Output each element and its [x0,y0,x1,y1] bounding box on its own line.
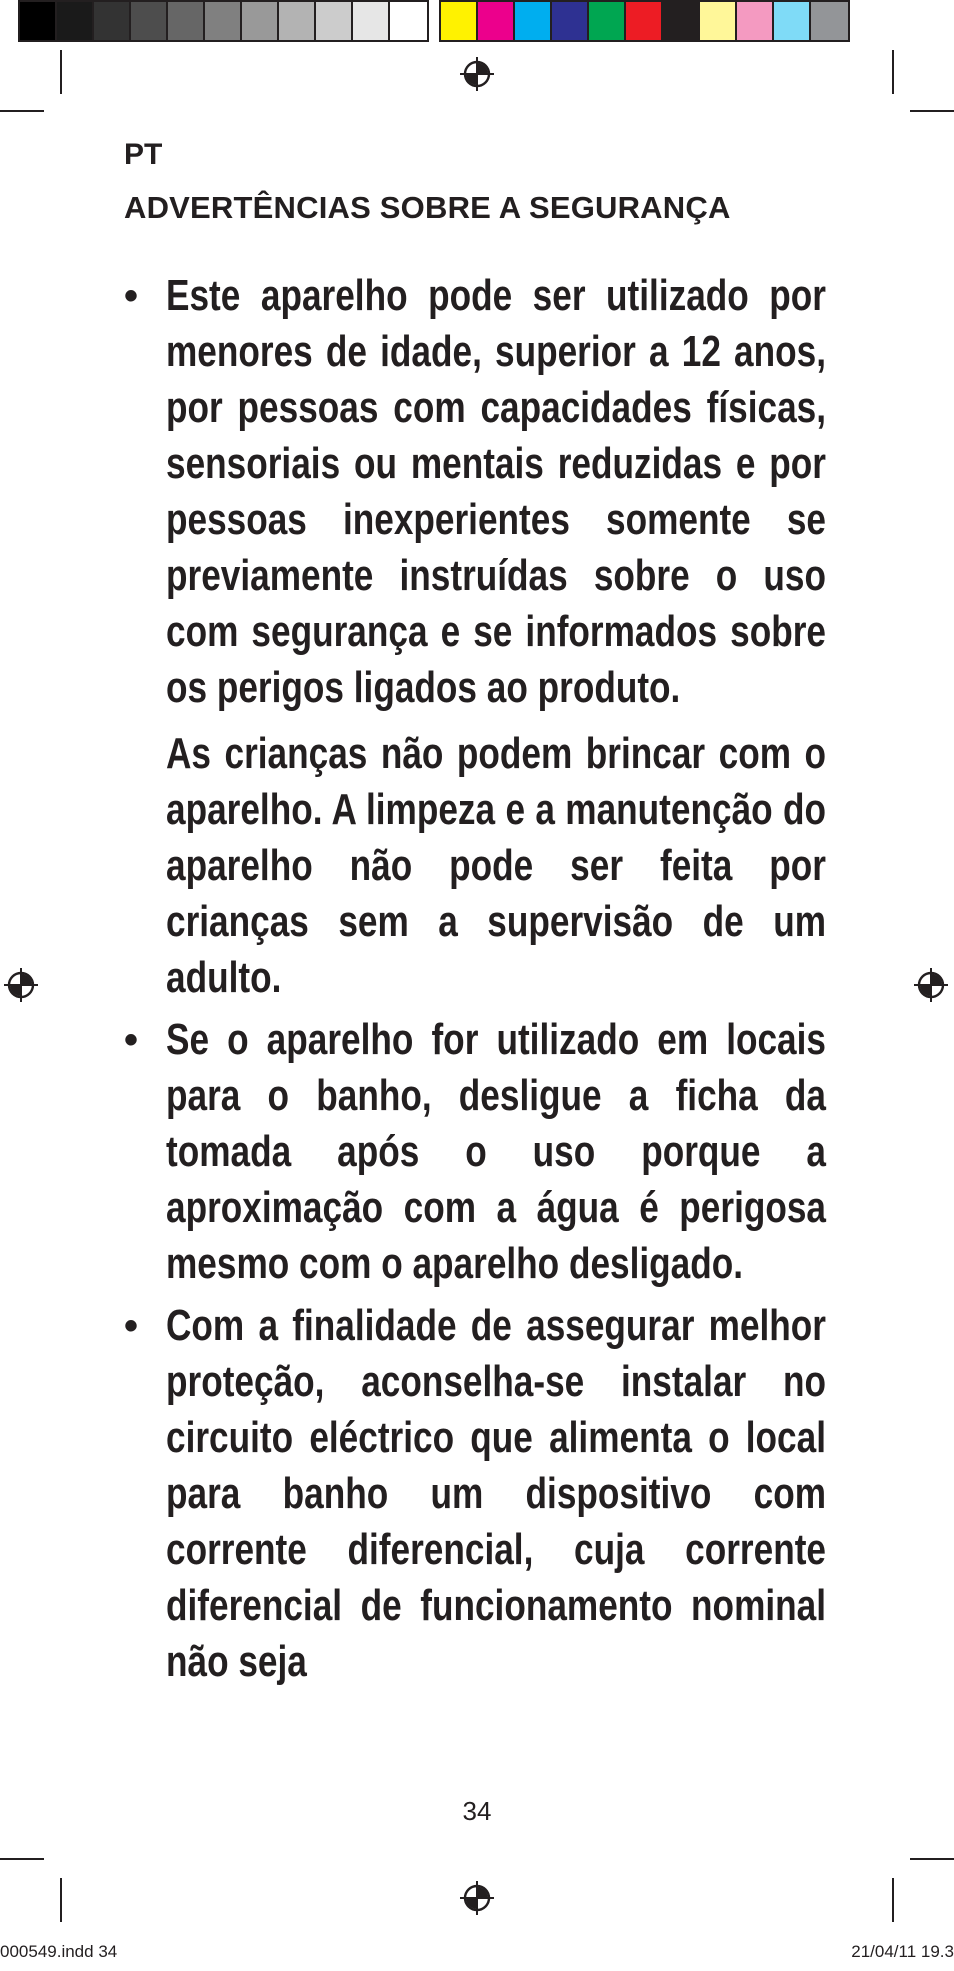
warning-paragraph: Se o aparelho for utilizado em locais para o banho, desligue a ficha da tomada após o uso porque a aproximação com a água é perigosa mesmo com o aparelho desligado. [166,1015,826,1288]
registration-mark-icon [460,1881,494,1915]
color-swatch [589,2,626,40]
process-color-swatches [439,0,850,42]
bullet-point: • [124,1304,139,1348]
color-swatch [626,2,663,40]
file-slug: 000549.indd 34 [0,1942,118,1961]
crop-mark [910,1858,954,1860]
color-swatch [515,2,552,40]
color-swatch [242,2,279,40]
warning-paragraph: Este aparelho pode ser utilizado por menores de idade, superior a 12 anos, por pessoas com capacidades físicas, sensoriais ou mentais reduzidas e por pessoas inexperientes somente se previamente instruídas sobre o uso com segurança e se informados sobre os perigos ligados ao produto. [166,271,826,712]
language-code: PT [124,138,163,171]
color-swatch [774,2,811,40]
color-swatch [20,2,57,40]
crop-mark [0,1858,44,1860]
color-swatch [811,2,848,40]
bullet-point: • [124,274,139,318]
color-swatch [441,2,478,40]
bullet-point: • [124,1018,139,1062]
grayscale-swatches [18,0,429,42]
section-title: ADVERTÊNCIAS SOBRE A SEGURANÇA [124,190,731,225]
color-swatch [478,2,515,40]
color-swatch [94,2,131,40]
color-swatch [168,2,205,40]
color-calibration-bar [18,0,850,42]
crop-mark [892,1878,894,1922]
color-swatch [552,2,589,40]
color-swatch [663,2,700,40]
color-swatch [700,2,737,40]
color-swatch [279,2,316,40]
color-swatch [57,2,94,40]
registration-mark-icon [460,57,494,91]
registration-mark-icon [4,968,38,1002]
warning-item [124,1012,830,1292]
color-swatch [205,2,242,40]
date-slug: 21/04/11 19.3 [851,1942,954,1961]
color-swatch [131,2,168,40]
warning-item [124,1298,830,1690]
color-swatch [353,2,390,40]
color-swatch [737,2,774,40]
page-number: 34 [462,1796,492,1826]
color-swatch [316,2,353,40]
crop-mark [60,1878,62,1922]
warning-paragraph: As crianças não podem brincar com o aparelho. A limpeza e a manutenção do aparelho não pode ser feita por crianças sem a supervisão de um adulto. [166,729,826,1002]
warning-paragraph: Com a finalidade de assegurar melhor proteção, aconselha-se instalar no circuito eléctrico que alimenta o local para banho um dispositivo com corrente diferencial, cuja corrente diferencial de funcionamento nominal não seja [166,1301,826,1686]
crop-mark [910,110,954,112]
warnings-list [124,268,830,1696]
crop-mark [892,50,894,94]
crop-mark [0,110,44,112]
warning-item [124,268,830,1006]
color-swatch [390,2,427,40]
registration-mark-icon [914,968,948,1002]
crop-mark [60,50,62,94]
